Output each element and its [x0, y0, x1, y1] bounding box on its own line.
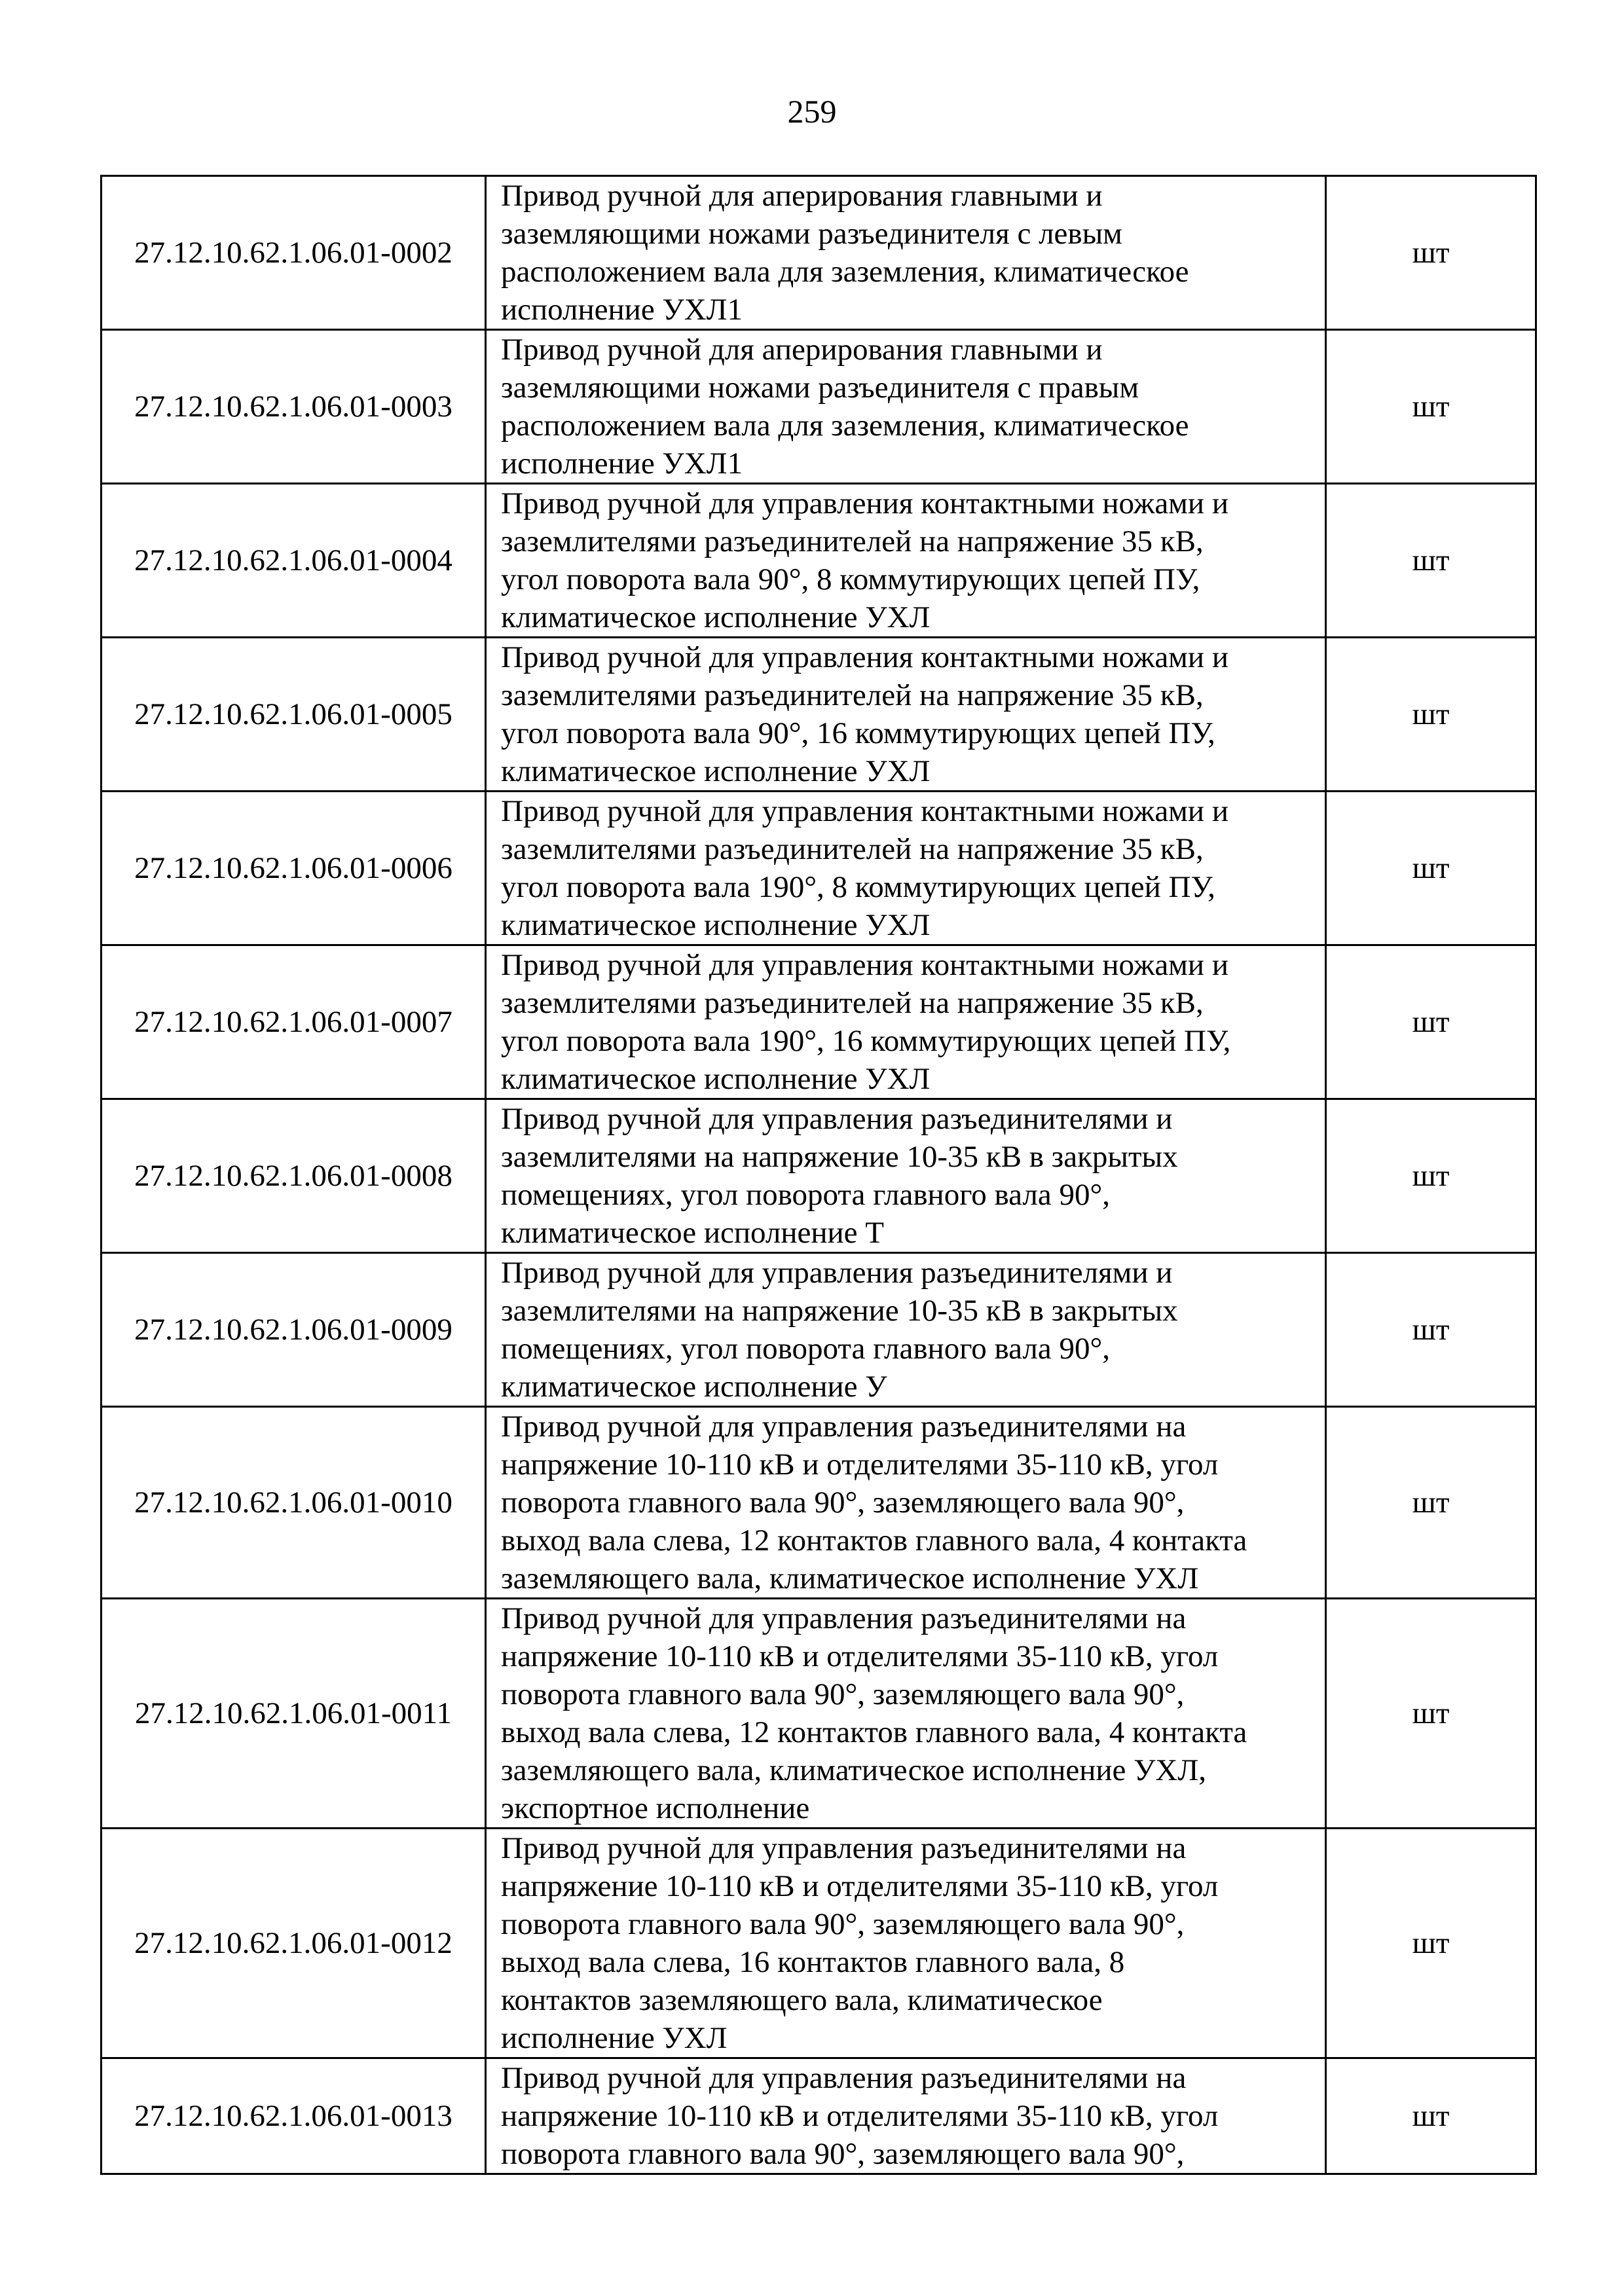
- description-line: заземляющими ножами разъединителя с правым: [501, 371, 1139, 405]
- resource-code: 27.12.10.62.1.06.01-0002: [101, 176, 486, 330]
- unit-of-measure: шт: [1326, 1407, 1536, 1599]
- description-line: помещениях, угол поворота главного вала 90°,: [501, 1178, 1111, 1212]
- table-row: [101, 792, 1536, 945]
- resource-code: 27.12.10.62.1.06.01-0003: [101, 330, 486, 484]
- resource-code: 27.12.10.62.1.06.01-0007: [101, 945, 486, 1099]
- description-line: Привод ручной для управления контактными ножами и: [501, 486, 1228, 520]
- table-row: [101, 330, 1536, 484]
- resource-description: [486, 1253, 1326, 1407]
- resource-code: 27.12.10.62.1.06.01-0011: [101, 1599, 486, 1829]
- description-line: угол поворота вала 190°, 16 коммутирующих цепей ПУ,: [501, 1024, 1231, 1058]
- description-line: исполнение УХЛ1: [501, 446, 743, 481]
- resource-description: [486, 176, 1326, 330]
- description-line: угол поворота вала 90°, 16 коммутирующих цепей ПУ,: [501, 716, 1215, 750]
- resource-description: [486, 945, 1326, 1099]
- description-line: поворота главного вала 90°, заземляющего вала 90°,: [501, 2137, 1185, 2171]
- unit-of-measure: шт: [1326, 1599, 1536, 1829]
- resource-description: [486, 1099, 1326, 1253]
- description-line: поворота главного вала 90°, заземляющего вала 90°,: [501, 1677, 1185, 1711]
- description-line: расположением вала для заземления, климатическое: [501, 409, 1189, 443]
- table-row: [101, 1253, 1536, 1407]
- page-number: 259: [787, 93, 837, 130]
- resource-description: [486, 638, 1326, 792]
- resource-description: [486, 2058, 1326, 2174]
- description-line: выход вала слева, 16 контактов главного вала, 8: [501, 1945, 1125, 1979]
- description-line: угол поворота вала 90°, 8 коммутирующих цепей ПУ,: [501, 562, 1200, 596]
- description-line: заземлителями на напряжение 10-35 кВ в закрытых: [501, 1294, 1178, 1328]
- unit-of-measure: шт: [1326, 1829, 1536, 2058]
- description-line: заземлителями на напряжение 10-35 кВ в закрытых: [501, 1140, 1178, 1174]
- unit-of-measure: шт: [1326, 792, 1536, 945]
- description-line: Привод ручной для аперирования главными и: [501, 179, 1103, 213]
- description-line: Привод ручной для управления разъединителями и: [501, 1102, 1173, 1136]
- unit-of-measure: шт: [1326, 484, 1536, 638]
- description-line: Привод ручной для управления контактными ножами и: [501, 948, 1228, 982]
- description-line: климатическое исполнение УХЛ: [501, 1062, 931, 1096]
- resource-description: [486, 792, 1326, 945]
- unit-of-measure: шт: [1326, 638, 1536, 792]
- description-line: напряжение 10-110 кВ и отделителями 35-110 кВ, угол: [501, 1869, 1219, 1903]
- resource-code: 27.12.10.62.1.06.01-0008: [101, 1099, 486, 1253]
- description-line: выход вала слева, 12 контактов главного вала, 4 контакта: [501, 1715, 1247, 1749]
- description-line: климатическое исполнение УХЛ: [501, 600, 931, 634]
- unit-of-measure: шт: [1326, 176, 1536, 330]
- resource-description: [486, 1829, 1326, 2058]
- description-line: поворота главного вала 90°, заземляющего вала 90°,: [501, 1485, 1185, 1520]
- description-line: заземлителями разъединителей на напряжение 35 кВ,: [501, 678, 1204, 712]
- table-row: [101, 1829, 1536, 2058]
- description-line: поворота главного вала 90°, заземляющего вала 90°,: [501, 1907, 1185, 1941]
- description-line: расположением вала для заземления, климатическое: [501, 255, 1189, 289]
- description-line: напряжение 10-110 кВ и отделителями 35-110 кВ, угол: [501, 1639, 1219, 1673]
- description-line: заземлителями разъединителей на напряжение 35 кВ,: [501, 524, 1204, 558]
- table-row: [101, 1099, 1536, 1253]
- resource-code: 27.12.10.62.1.06.01-0004: [101, 484, 486, 638]
- description-line: заземлителями разъединителей на напряжение 35 кВ,: [501, 986, 1204, 1020]
- table-row: [101, 2058, 1536, 2174]
- description-line: Привод ручной для управления разъединителями на: [501, 1410, 1187, 1444]
- description-line: Привод ручной для управления контактными ножами и: [501, 640, 1228, 674]
- description-line: Привод ручной для управления разъединителями на: [501, 1831, 1187, 1865]
- table-row: [101, 1599, 1536, 1829]
- unit-of-measure: шт: [1326, 1099, 1536, 1253]
- resource-code: 27.12.10.62.1.06.01-0005: [101, 638, 486, 792]
- unit-of-measure: шт: [1326, 330, 1536, 484]
- resource-code: 27.12.10.62.1.06.01-0010: [101, 1407, 486, 1599]
- description-line: заземлителями разъединителей на напряжение 35 кВ,: [501, 832, 1204, 866]
- description-line: Привод ручной для управления разъединителями и: [501, 1256, 1173, 1290]
- description-line: климатическое исполнение УХЛ: [501, 754, 931, 788]
- description-line: контактов заземляющего вала, климатическое: [501, 1983, 1103, 2017]
- description-line: климатическое исполнение У: [501, 1370, 887, 1404]
- table-row: [101, 945, 1536, 1099]
- resource-code: 27.12.10.62.1.06.01-0009: [101, 1253, 486, 1407]
- description-line: климатическое исполнение УХЛ: [501, 908, 931, 942]
- description-line: заземляющими ножами разъединителя с левым: [501, 217, 1122, 251]
- table-row: [101, 484, 1536, 638]
- table-body: [101, 176, 1536, 2174]
- resource-code: 27.12.10.62.1.06.01-0006: [101, 792, 486, 945]
- description-line: напряжение 10-110 кВ и отделителями 35-110 кВ, угол: [501, 1448, 1219, 1482]
- description-line: Привод ручной для управления контактными ножами и: [501, 794, 1228, 828]
- resource-description: [486, 330, 1326, 484]
- description-line: помещениях, угол поворота главного вала 90°,: [501, 1332, 1111, 1366]
- description-line: напряжение 10-110 кВ и отделителями 35-110 кВ, угол: [501, 2099, 1219, 2133]
- description-line: исполнение УХЛ1: [501, 293, 743, 327]
- resource-code: 27.12.10.62.1.06.01-0013: [101, 2058, 486, 2174]
- description-line: Привод ручной для аперирования главными и: [501, 333, 1103, 367]
- description-line: Привод ручной для управления разъединителями на: [501, 1601, 1187, 1635]
- description-line: климатическое исполнение Т: [501, 1216, 884, 1250]
- description-line: Привод ручной для управления разъединителями на: [501, 2061, 1187, 2095]
- resource-description: [486, 484, 1326, 638]
- resource-table: [100, 175, 1537, 2175]
- description-line: угол поворота вала 190°, 8 коммутирующих цепей ПУ,: [501, 870, 1215, 904]
- description-line: экспортное исполнение: [501, 1791, 810, 1825]
- table-row: [101, 638, 1536, 792]
- unit-of-measure: шт: [1326, 1253, 1536, 1407]
- description-line: заземляющего вала, климатическое исполнение УХЛ: [501, 1561, 1199, 1595]
- description-line: выход вала слева, 12 контактов главного вала, 4 контакта: [501, 1523, 1247, 1558]
- unit-of-measure: шт: [1326, 2058, 1536, 2174]
- resource-description: [486, 1599, 1326, 1829]
- resource-code: 27.12.10.62.1.06.01-0012: [101, 1829, 486, 2058]
- table-row: [101, 1407, 1536, 1599]
- resource-description: [486, 1407, 1326, 1599]
- description-line: исполнение УХЛ: [501, 2021, 728, 2055]
- table-row: [101, 176, 1536, 330]
- description-line: заземляющего вала, климатическое исполнение УХЛ,: [501, 1753, 1206, 1787]
- unit-of-measure: шт: [1326, 945, 1536, 1099]
